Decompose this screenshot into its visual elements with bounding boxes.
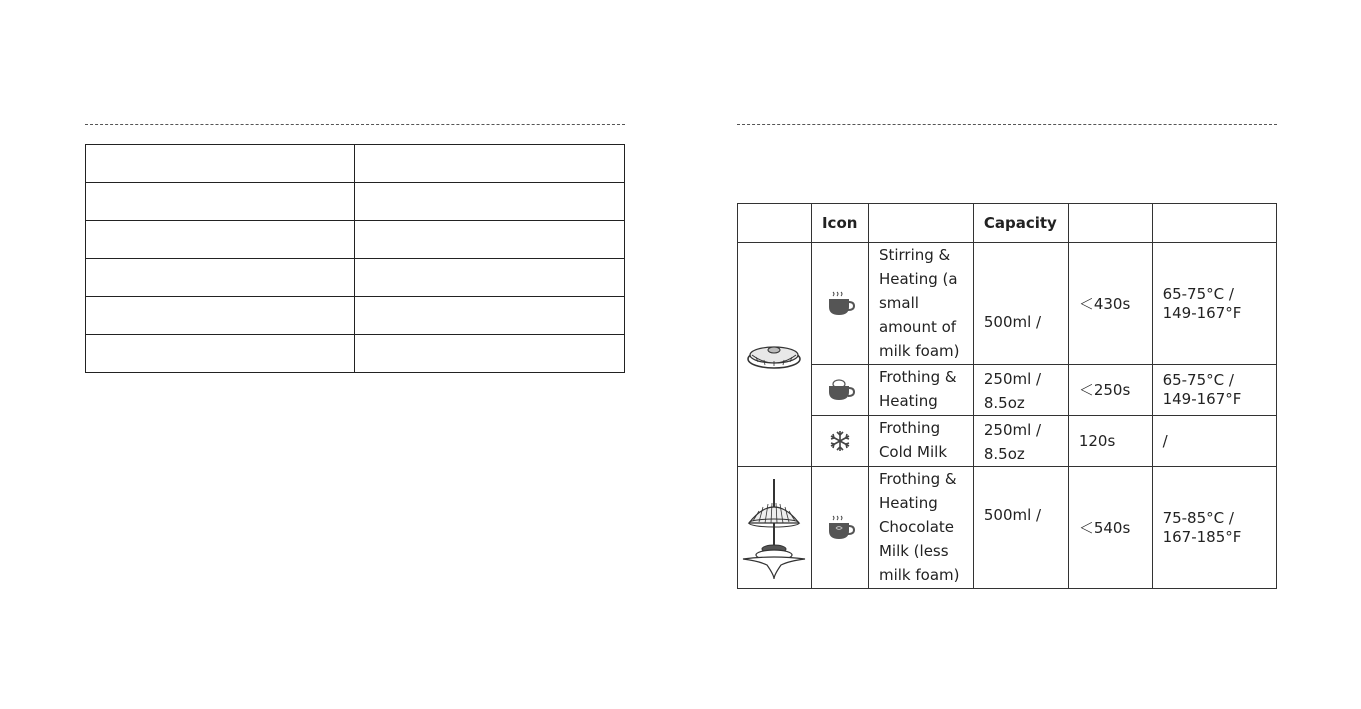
header-function [868,204,973,243]
header-icon: Icon [811,204,868,243]
table-cell [355,297,625,335]
table-row [738,365,1277,416]
foam-cup-icon [811,365,868,416]
function-cell: Stirring & Heating (a small amount of milk foam) [868,243,973,365]
table-row [86,183,625,221]
temperature-cell: 75-85°C / 167-185°F [1152,467,1276,589]
table-row [738,416,1277,467]
function-cell: Frothing Cold Milk [868,416,973,467]
table-row [86,335,625,373]
capacity-cell: 500ml / [973,467,1068,589]
time-cell: 120s [1068,416,1152,467]
time-cell: ＜540s [1068,467,1152,589]
table-cell [86,183,355,221]
header-temperature [1152,204,1276,243]
table-cell [86,297,355,335]
table-row [86,259,625,297]
table-row [86,145,625,183]
table-cell [86,221,355,259]
capacity-cell: 250ml / 8.5oz [973,365,1068,416]
table-cell [355,221,625,259]
table-cell [355,259,625,297]
time-cell: ＜430s [1068,243,1152,365]
function-spec-table [737,203,1277,589]
header-capacity: Capacity [973,204,1068,243]
temperature-cell: 65-75°C / 149-167°F [1152,243,1276,365]
hot-cup-icon [811,243,868,365]
left-page-divider [85,124,625,125]
table-cell [86,259,355,297]
function-cell: Frothing & Heating [868,365,973,416]
table-row [86,221,625,259]
table-row [86,297,625,335]
table-cell [355,145,625,183]
header-accessory [738,204,812,243]
temperature-cell: / [1152,416,1276,467]
snowflake-icon [811,416,868,467]
header-time [1068,204,1152,243]
time-cell: ＜250s [1068,365,1152,416]
frothing-disc-image [738,243,812,467]
table-row [738,467,1277,589]
table-cell [355,335,625,373]
table-cell [86,335,355,373]
right-page-divider [737,124,1277,125]
left-empty-table [85,144,625,373]
capacity-cell: 500ml / [973,243,1068,365]
function-cell: Frothing & Heating Chocolate Milk (less milk foam) [868,467,973,589]
chocolate-cup-icon [811,467,868,589]
table-cell [355,183,625,221]
temperature-cell: 65-75°C / 149-167°F [1152,365,1276,416]
capacity-cell: 250ml / 8.5oz [973,416,1068,467]
table-cell [86,145,355,183]
whisk-attachment-image [738,467,812,589]
table-row [738,243,1277,365]
table-header-row [738,204,1277,243]
